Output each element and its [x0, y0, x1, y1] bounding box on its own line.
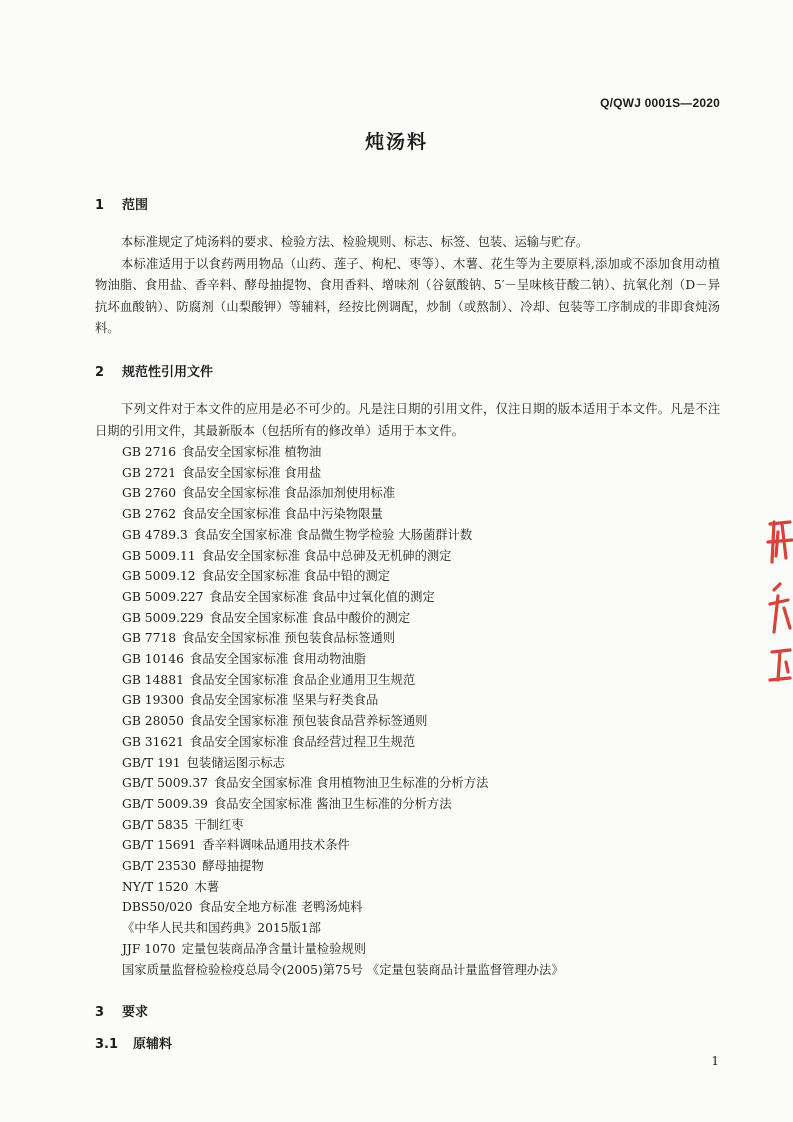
reference-title: 食品安全国家标准 食品中过氧化值的测定: [209, 589, 435, 604]
reference-item: [122, 463, 564, 484]
reference-item: [122, 856, 564, 877]
reference-item: [122, 504, 564, 525]
reference-code: GB/T 5009.37: [122, 776, 208, 791]
reference-title: 《中华人民共和国药典》2015版1部: [122, 921, 321, 936]
section-number: 1: [95, 198, 105, 213]
reference-title: 国家质量监督检验检疫总局令(2005)第75号 《定量包装商品计量监督管理办法》: [122, 962, 564, 977]
reference-code: GB/T 191: [122, 755, 181, 770]
stamp-fragment: [760, 512, 793, 692]
reference-title: 食品安全国家标准 食用盐: [182, 465, 322, 480]
reference-code: GB 7718: [122, 631, 177, 646]
section-number: 3.1: [95, 1037, 119, 1052]
reference-item: [122, 773, 564, 794]
reference-item: [122, 566, 564, 587]
reference-code: GB/T 15691: [122, 838, 197, 853]
reference-title: 食品安全国家标准 酱油卫生标准的分析方法: [213, 796, 452, 811]
section-title: 要求: [122, 1005, 149, 1020]
reference-code: GB 2716: [122, 445, 177, 459]
reference-title: 食品安全国家标准 食品中酸价的测定: [209, 610, 411, 625]
reference-item: [122, 608, 564, 629]
section-title: 规范性引用文件: [122, 365, 214, 380]
reference-title: 食品安全国家标准 植物油: [182, 445, 322, 459]
reference-code: NY/T 1520: [122, 879, 189, 894]
reference-title: 香辛料调味品通用技术条件: [202, 838, 350, 853]
reference-item: [122, 483, 564, 504]
reference-title: 食品安全国家标准 预包装食品标签通则: [182, 631, 396, 646]
reference-code: GB 2721: [122, 465, 177, 480]
reference-title: 酵母抽提物: [202, 859, 264, 874]
reference-title: 包装储运图示标志: [186, 755, 285, 770]
reference-title: 木薯: [194, 879, 220, 894]
paragraph: 本标准适用于以食药两用物品（山药、莲子、枸杞、枣等）、木薯、花生等为主要原料,添加或不添加食用动植物油脂、食用盐、香辛料、酵母抽提物、食用香料、增味剂（谷氨酸钠、5′－呈味核苷酸二钠）、抗氧化剂（D－异抗坏血酸钠）、防腐剂（山梨酸钾）等辅料，经按比例调配，炒制（或熬制）、冷却、包装等工序制成的非即食炖汤料。: [95, 256, 720, 335]
reference-item: [122, 628, 564, 649]
section-3-heading: [95, 1001, 148, 1020]
reference-title: 食品安全国家标准 食品中总砷及无机砷的测定: [201, 548, 452, 563]
reference-item: [122, 442, 564, 463]
reference-code: GB 2760: [122, 486, 177, 501]
reference-item: [122, 794, 564, 815]
reference-code: GB/T 5835: [122, 817, 189, 832]
paragraph: 下列文件对于本文件的应用是必不可少的。凡是注日期的引用文件，仅注日期的版本适用于本文件。凡是不注日期的引用文件，其最新版本（包括所有的修改单）适用于本文件。: [95, 402, 720, 438]
section-number: 3: [95, 1005, 105, 1020]
reference-item: [122, 670, 564, 691]
reference-title: 食品安全国家标准 食品中铅的测定: [201, 569, 390, 584]
reference-code: GB 2762: [122, 507, 177, 522]
paragraph: 本标准规定了炖汤料的要求、检验方法、检验规则、标志、标签、包装、运输与贮存。: [121, 235, 589, 249]
section-1-heading: [95, 194, 148, 213]
reference-item: [122, 732, 564, 753]
reference-code: GB/T 23530: [122, 859, 197, 874]
reference-code: GB 5009.229: [122, 610, 204, 625]
reference-item: [122, 835, 564, 856]
reference-title: 食品安全国家标准 食品微生物学检验 大肠菌群计数: [193, 527, 473, 542]
reference-code: GB 14881: [122, 672, 184, 687]
reference-item: [122, 918, 564, 939]
section-title: 原辅料: [133, 1037, 173, 1052]
reference-item: [122, 546, 564, 567]
reference-item: [122, 897, 564, 918]
reference-item: [122, 690, 564, 711]
reference-title: 食品安全国家标准 食用动物油脂: [189, 652, 366, 667]
page-number: 1: [711, 1054, 719, 1068]
reference-list: [122, 442, 564, 980]
reference-code: GB 10146: [122, 652, 184, 667]
reference-item: [122, 960, 564, 981]
reference-code: GB/T 5009.39: [122, 796, 208, 811]
reference-title: 食品安全国家标准 食用植物油卫生标准的分析方法: [213, 776, 489, 791]
reference-code: GB 31621: [122, 734, 184, 749]
reference-title: 定量包装商品净含量计量检验规则: [181, 941, 367, 956]
reference-item: [122, 587, 564, 608]
reference-code: GB 28050: [122, 714, 184, 729]
reference-title: 食品安全国家标准 食品企业通用卫生规范: [189, 672, 416, 687]
standard-number: Q/QWJ 0001S—2020: [600, 96, 720, 110]
section-2-heading: [95, 361, 213, 380]
section-2-intro: [95, 399, 720, 442]
reference-item: [122, 525, 564, 546]
section-number: 2: [95, 365, 105, 380]
reference-code: JJF 1070: [122, 941, 176, 956]
reference-title: 食品安全国家标准 食品经营过程卫生规范: [189, 734, 416, 749]
reference-title: 食品安全国家标准 坚果与籽类食品: [189, 693, 379, 708]
reference-item: [122, 711, 564, 732]
reference-item: [122, 649, 564, 670]
document-title: 炖汤料: [364, 131, 428, 153]
reference-title: 干制红枣: [194, 817, 244, 832]
reference-code: GB 4789.3: [122, 527, 188, 542]
section-1-body: [95, 232, 720, 340]
reference-code: GB 19300: [122, 693, 184, 708]
reference-title: 食品安全地方标准 老鸭汤炖料: [198, 900, 363, 915]
reference-item: [122, 939, 564, 960]
section-3-1-heading: [95, 1033, 172, 1052]
reference-code: GB 5009.227: [122, 589, 204, 604]
reference-item: [122, 815, 564, 836]
reference-title: 食品安全国家标准 食品添加剂使用标准: [182, 486, 396, 501]
section-title: 范围: [122, 198, 149, 213]
reference-code: GB 5009.12: [122, 569, 196, 584]
reference-item: [122, 753, 564, 774]
reference-title: 食品安全国家标准 预包装食品营养标签通则: [189, 714, 428, 729]
reference-item: [122, 877, 564, 898]
reference-code: GB 5009.11: [122, 548, 196, 563]
reference-title: 食品安全国家标准 食品中污染物限量: [182, 507, 383, 522]
reference-code: DBS50/020: [122, 900, 193, 915]
